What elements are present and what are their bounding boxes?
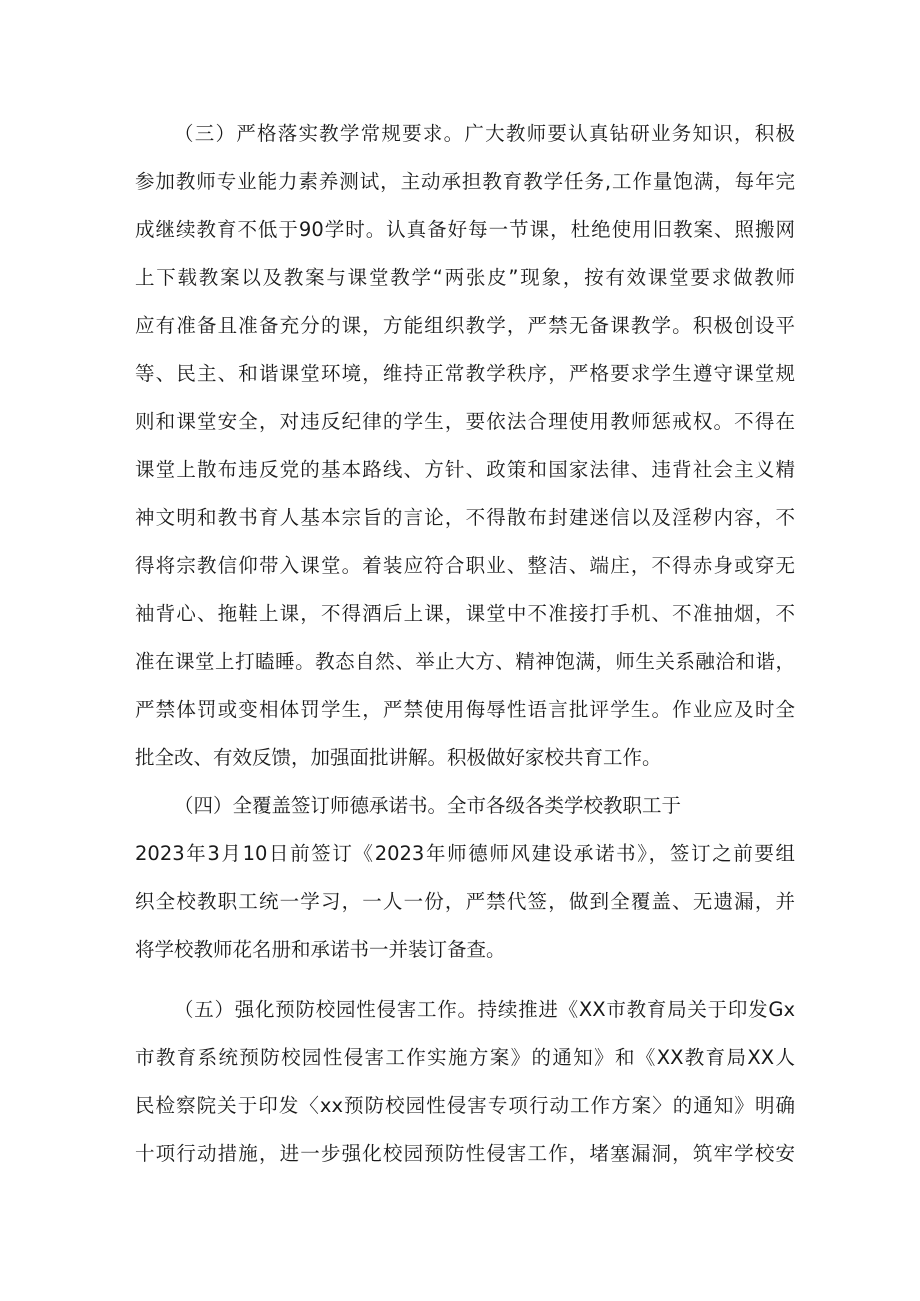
text-line: 十项行动措施，进一步强化校园预防性侵害工作，堵塞漏洞，筑牢学校安 (135, 1142, 795, 1165)
text-line: （四）全覆盖签订师德承诺书。全市各级各类学校教职工于 (174, 794, 682, 817)
text-line: 等、民主、和谐课堂环境，维持正常教学秩序，严格要求学生遵守课堂规 (135, 362, 795, 385)
text-line: 市教育系统预防校园性侵害工作实施方案》的通知》和《XX教育局XX人 (135, 1046, 795, 1069)
text-line: 成继续教育不低于90学时。认真备好每一节课，杜绝使用旧教案、照搬网 (135, 218, 795, 241)
text-line: 参加教师专业能力素养测试，主动承担教育教学任务,工作量饱满，每年完 (135, 170, 795, 193)
text-line: 袖背心、拖鞋上课，不得酒后上课，课堂中不准接打手机、不准抽烟，不 (135, 602, 795, 625)
text-line: （五）强化预防校园性侵害工作。持续推进《XX市教育局关于印发Gx (174, 998, 795, 1021)
text-line: 上下载教案以及教案与课堂教学“两张皮”现象，按有效课堂要求做教师 (135, 266, 795, 289)
text-line: （三）严格落实教学常规要求。广大教师要认真钻研业务知识，积极 (174, 122, 795, 145)
text-line: 应有准备且准备充分的课，方能组织教学，严禁无备课教学。积极创设平 (135, 314, 795, 337)
text-line: 批全改、有效反馈，加强面批讲解。积极做好家校共育工作。 (135, 746, 662, 769)
text-line: 织全校教职工统一学习，一人一份，严禁代签，做到全覆盖、无遗漏，并 (135, 890, 795, 913)
text-line: 则和课堂安全，对违反纪律的学生，要依法合理使用教师惩戒权。不得在 (135, 410, 795, 433)
text-line: 民检察院关于印发〈xx预防校园性侵害专项行动工作方案〉的通知》明确 (135, 1094, 795, 1117)
text-line: 神文明和教书育人基本宗旨的言论，不得散布封建迷信以及淫秽内容，不 (135, 506, 795, 529)
text-line: 得将宗教信仰带入课堂。着装应符合职业、整洁、端庄，不得赤身或穿无 (135, 554, 795, 577)
text-line: 将学校教师花名册和承诺书一并装订备查。 (135, 938, 506, 961)
text-line: 课堂上散布违反党的基本路线、方针、政策和国家法律、违背社会主义精 (135, 458, 795, 481)
text-line: 2023年3月10日前签订《2023年师德师风建设承诺书》，签订之前要组 (135, 842, 795, 865)
text-line: 准在课堂上打瞌睡。教态自然、举止大方、精神饱满，师生关系融洽和谐， (135, 650, 795, 673)
text-line: 严禁体罚或变相体罚学生，严禁使用侮辱性语言批评学生。作业应及时全 (135, 698, 795, 721)
